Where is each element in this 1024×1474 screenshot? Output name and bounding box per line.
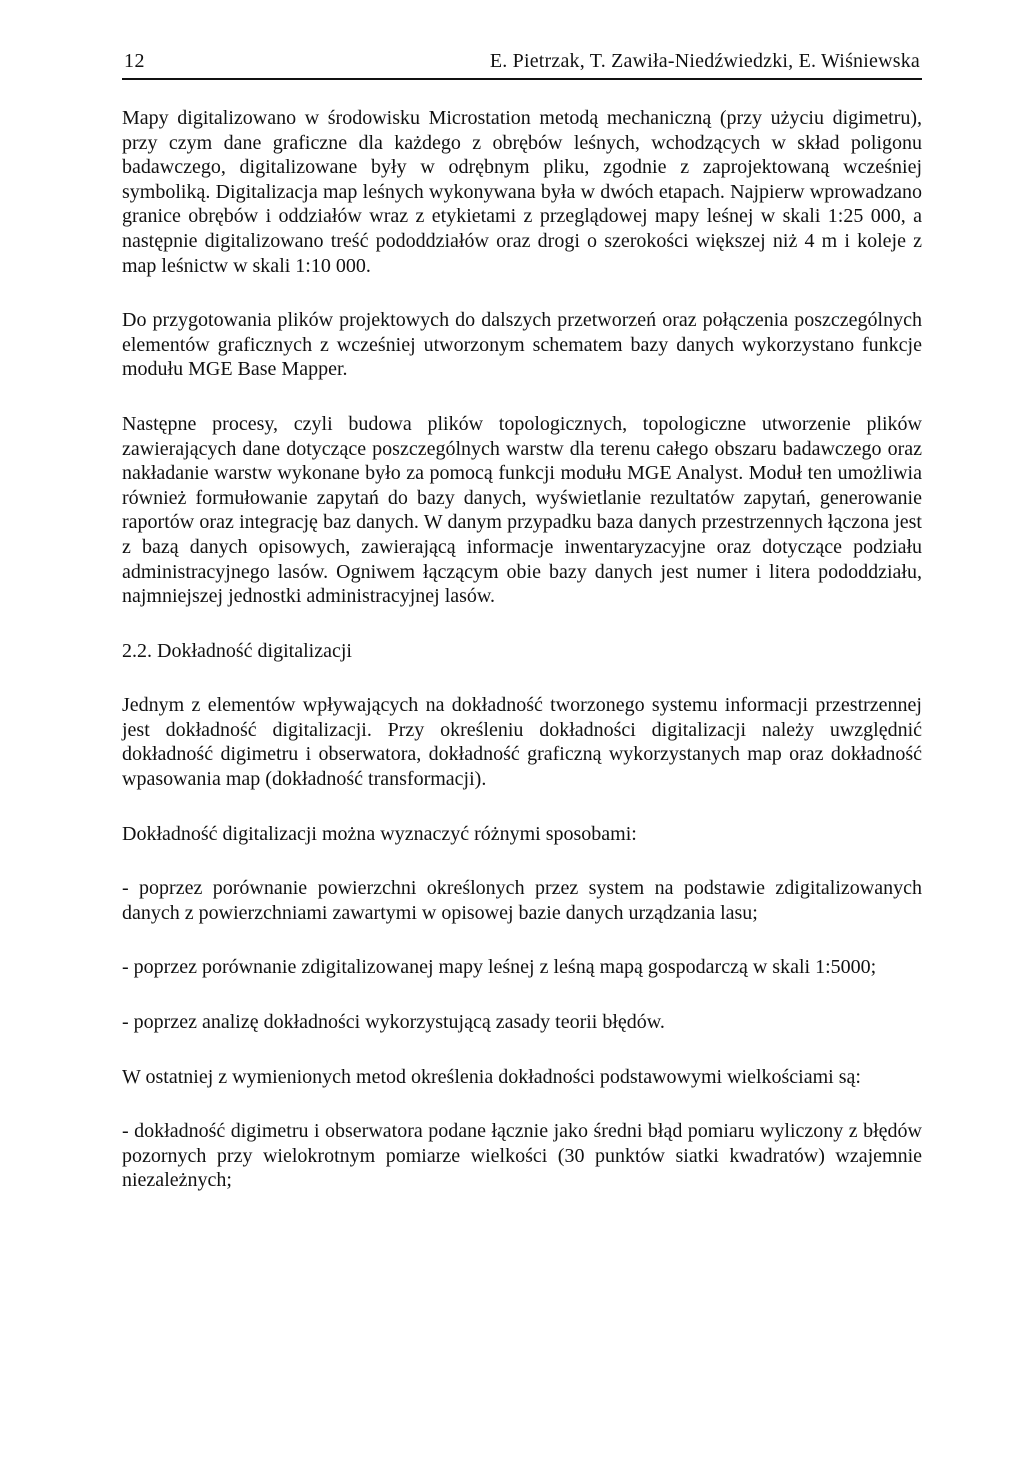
- running-header-authors: E. Pietrzak, T. Zawiła-Niedźwiedzki, E. Wiśniewska: [489, 50, 920, 72]
- page-number: 12: [124, 50, 145, 72]
- list-item-quantity-1: - dokładność digimetru i obserwatora podane łącznie jako średni błąd pomiaru wyliczony z błędów pozornych przy wielokrotnym pomiarze wielkości (30 punktów siatki kwadratów) wzajemnie niezależnych;: [122, 1120, 922, 1192]
- list-item-method-3: - poprzez analizę dokładności wykorzystującą zasady teorii błędów.: [122, 1011, 665, 1034]
- section-heading: 2.2. Dokładność digitalizacji: [122, 639, 352, 662]
- paragraph-project-files: Do przygotowania plików projektowych do dalszych przetworzeń oraz połączenia poszczególnych elementów graficznych z wcześniej utworzonym schematem bazy danych wykorzystano funkcje modułu MGE Base Mapper.: [122, 309, 922, 381]
- running-header: [122, 48, 922, 80]
- body-text: [122, 106, 922, 1193]
- paragraph-accuracy-methods-intro: Dokładność digitalizacji można wyznaczyć różnymi sposobami:: [122, 822, 637, 845]
- list-item-method-1: - poprzez porównanie powierzchni określonych przez system na podstawie zdigitalizowanych danych z powierzchniami zawartymi w opisowej bazie danych urządzania lasu;: [122, 877, 922, 924]
- paragraph-digitization-process: Mapy digitalizowano w środowisku Microstation metodą mechaniczną (przy użyciu digimetru), przy czym dane graficzne dla każdego z obrębów leśnych, wchodzących w skład poligonu badawczego, digitalizowane były w odrębnym pliku, zgodnie z zaprojektowaną wcześniej symboliką. Digitalizacja map leśnych wykonywana była w dwóch etapach. Najpierw wprowadzano granice obrębów i oddziałów wraz z etykietami z przeglądowej mapy leśnej w skali 1:25 000, a następnie digitalizowano treść pododdziałów oraz drogi o szerokości większej niż 4 m i koleje z map leśnictw w skali 1:10 000.: [122, 107, 922, 277]
- paragraph-basic-quantities: W ostatniej z wymienionych metod określenia dokładności podstawowymi wielkościami są:: [122, 1065, 861, 1088]
- paragraph-accuracy-elements: Jednym z elementów wpływających na dokładność tworzonego systemu informacji przestrzennej jest dokładność digitalizacji. Przy określeniu dokładności digitalizacji należy uwzględnić dokładność digimetru i obserwatora, dokładność graficzną wykorzystanych map oraz dokładność wpasowania map (dokładność transformacji).: [122, 694, 922, 791]
- list-item-method-2: - poprzez porównanie zdigitalizowanej mapy leśnej z leśną mapą gospodarczą w skali 1:5000;: [122, 956, 877, 979]
- page: [122, 48, 922, 1193]
- paragraph-topology-processes: Następne procesy, czyli budowa plików topologicznych, topologiczne utworzenie plików zawierających dane dotyczące poszczególnych warstw dla terenu całego obszaru badawczego oraz nakładanie warstw wykonane było za pomocą funkcji modułu MGE Analyst. Moduł ten umożliwia również formułowanie zapytań do bazy danych, wyświetlanie rezultatów zapytań, generowanie raportów oraz integrację baz danych. W danym przypadku baza danych przestrzennych łączona jest z bazą danych opisowych, zawierającą informacje inwentaryzacyjne oraz dotyczące podziału administracyjnego lasów. Ogniwem łączącym obie bazy danych jest numer i litera pododdziału, najmniejszej jednostki administracyjnej lasów.: [122, 412, 922, 608]
